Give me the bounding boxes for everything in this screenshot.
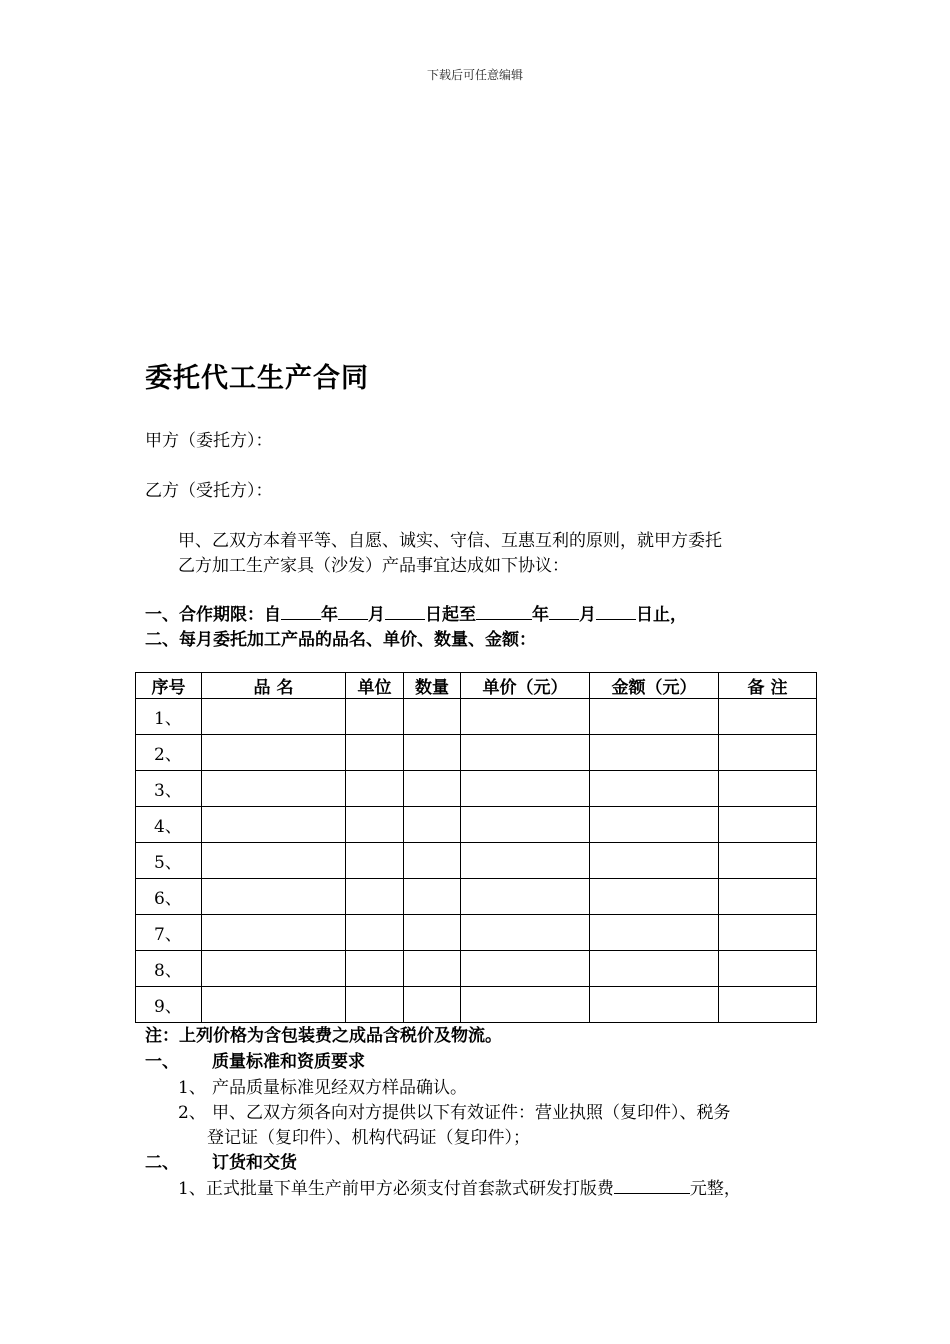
row-index: 3、 bbox=[136, 771, 202, 807]
cell-unit-price[interactable] bbox=[461, 951, 590, 987]
header-product-name: 品 名 bbox=[202, 673, 346, 699]
table-row bbox=[136, 735, 817, 771]
cell-product-name[interactable] bbox=[202, 771, 346, 807]
term-month-1: 月 bbox=[368, 605, 385, 625]
cell-unit[interactable] bbox=[346, 807, 404, 843]
cell-quantity[interactable] bbox=[404, 951, 461, 987]
cell-amount[interactable] bbox=[590, 843, 719, 879]
term-prefix: 一、合作期限：自 bbox=[145, 605, 281, 625]
cell-product-name[interactable] bbox=[202, 987, 346, 1023]
intro-line-1: 甲、乙双方本着平等、自愿、诚实、守信、互惠互利的原则，就甲方委托 bbox=[178, 531, 722, 551]
section-1-item-2-line-1: 甲、乙双方须各向对方提供以下有效证件：营业执照（复印件）、税务 bbox=[212, 1103, 731, 1123]
cell-unit[interactable] bbox=[346, 879, 404, 915]
blank-day-end[interactable] bbox=[596, 603, 636, 620]
cell-amount[interactable] bbox=[590, 951, 719, 987]
cell-remarks[interactable] bbox=[719, 843, 817, 879]
cell-quantity[interactable] bbox=[404, 987, 461, 1023]
cell-product-name[interactable] bbox=[202, 843, 346, 879]
blank-day-start[interactable] bbox=[385, 603, 425, 620]
row-index: 9、 bbox=[136, 987, 202, 1023]
row-index: 7、 bbox=[136, 915, 202, 951]
term-month-2: 月 bbox=[579, 605, 596, 625]
section-1-item-2-num: 2、 bbox=[178, 1103, 206, 1123]
cell-remarks[interactable] bbox=[719, 807, 817, 843]
cell-quantity[interactable] bbox=[404, 699, 461, 735]
intro-line-2: 乙方加工生产家具（沙发）产品事宜达成如下协议： bbox=[178, 556, 569, 576]
table-row bbox=[136, 951, 817, 987]
cell-unit-price[interactable] bbox=[461, 987, 590, 1023]
cell-unit-price[interactable] bbox=[461, 879, 590, 915]
cell-unit[interactable] bbox=[346, 951, 404, 987]
blank-month-start[interactable] bbox=[338, 603, 368, 620]
table-header-row bbox=[136, 673, 817, 699]
cell-unit-price[interactable] bbox=[461, 735, 590, 771]
cell-quantity[interactable] bbox=[404, 915, 461, 951]
cell-quantity[interactable] bbox=[404, 843, 461, 879]
cell-unit-price[interactable] bbox=[461, 771, 590, 807]
section-2-item-1-prefix: 1、正式批量下单生产前甲方必须支付首套款式研发打版费 bbox=[178, 1179, 614, 1199]
cell-remarks[interactable] bbox=[719, 735, 817, 771]
section-1-num: 一、 bbox=[145, 1052, 179, 1072]
header-amount: 金额（元） bbox=[590, 673, 719, 699]
table-row bbox=[136, 699, 817, 735]
row-index: 4、 bbox=[136, 807, 202, 843]
table-body bbox=[136, 699, 817, 1023]
cell-product-name[interactable] bbox=[202, 735, 346, 771]
cell-quantity[interactable] bbox=[404, 771, 461, 807]
header-unit: 单位 bbox=[346, 673, 404, 699]
cell-unit[interactable] bbox=[346, 843, 404, 879]
section-1-item-1: 产品质量标准见经双方样品确认。 bbox=[212, 1078, 467, 1098]
cell-product-name[interactable] bbox=[202, 699, 346, 735]
section-1-item-1-num: 1、 bbox=[178, 1078, 206, 1098]
cell-unit[interactable] bbox=[346, 771, 404, 807]
cell-quantity[interactable] bbox=[404, 735, 461, 771]
table-row bbox=[136, 915, 817, 951]
term-year-2: 年 bbox=[532, 605, 549, 625]
section-2-heading: 订货和交货 bbox=[212, 1153, 297, 1173]
product-table bbox=[135, 672, 817, 1023]
cell-quantity[interactable] bbox=[404, 879, 461, 915]
blank-year-start[interactable] bbox=[281, 603, 321, 620]
cell-unit-price[interactable] bbox=[461, 699, 590, 735]
header-note: 下载后可任意编辑 bbox=[426, 68, 523, 82]
table-row bbox=[136, 879, 817, 915]
cell-unit[interactable] bbox=[346, 735, 404, 771]
cooperation-term bbox=[145, 600, 687, 625]
price-note: 注：上列价格为含包装费之成品含税价及物流。 bbox=[145, 1026, 502, 1046]
header-quantity: 数量 bbox=[404, 673, 461, 699]
section-1-item-2-line-2: 登记证（复印件）、机构代码证（复印件）； bbox=[207, 1128, 530, 1148]
term-year-1: 年 bbox=[321, 605, 338, 625]
cell-remarks[interactable] bbox=[719, 879, 817, 915]
cell-remarks[interactable] bbox=[719, 771, 817, 807]
cell-amount[interactable] bbox=[590, 771, 719, 807]
cell-amount[interactable] bbox=[590, 807, 719, 843]
section-2-item-1 bbox=[178, 1174, 741, 1199]
cell-unit-price[interactable] bbox=[461, 915, 590, 951]
table-row bbox=[136, 843, 817, 879]
cell-remarks[interactable] bbox=[719, 951, 817, 987]
cell-unit[interactable] bbox=[346, 915, 404, 951]
table-row bbox=[136, 987, 817, 1023]
cell-product-name[interactable] bbox=[202, 879, 346, 915]
cell-amount[interactable] bbox=[590, 735, 719, 771]
section-2-num: 二、 bbox=[145, 1153, 179, 1173]
cell-remarks[interactable] bbox=[719, 987, 817, 1023]
party-b-line: 乙方（受托方）： bbox=[145, 481, 273, 501]
cell-product-name[interactable] bbox=[202, 951, 346, 987]
cell-amount[interactable] bbox=[590, 987, 719, 1023]
row-index: 6、 bbox=[136, 879, 202, 915]
table-row bbox=[136, 807, 817, 843]
row-index: 1、 bbox=[136, 699, 202, 735]
blank-fee-amount[interactable] bbox=[614, 1177, 690, 1194]
cell-amount[interactable] bbox=[590, 699, 719, 735]
header-unit-price: 单价（元） bbox=[461, 673, 590, 699]
cell-remarks[interactable] bbox=[719, 699, 817, 735]
cell-unit[interactable] bbox=[346, 987, 404, 1023]
table-row bbox=[136, 771, 817, 807]
cell-product-name[interactable] bbox=[202, 807, 346, 843]
cell-amount[interactable] bbox=[590, 915, 719, 951]
cell-remarks[interactable] bbox=[719, 915, 817, 951]
cell-quantity[interactable] bbox=[404, 807, 461, 843]
cell-unit[interactable] bbox=[346, 699, 404, 735]
section-2-item-1-suffix: 元整， bbox=[689, 1179, 741, 1199]
cell-product-name[interactable] bbox=[202, 915, 346, 951]
header-remarks: 备 注 bbox=[719, 673, 817, 699]
blank-year-end[interactable] bbox=[476, 603, 532, 620]
cell-unit-price[interactable] bbox=[461, 807, 590, 843]
term-day-1: 日起至 bbox=[425, 605, 476, 625]
header-index: 序号 bbox=[136, 673, 202, 699]
blank-month-end[interactable] bbox=[549, 603, 579, 620]
row-index: 5、 bbox=[136, 843, 202, 879]
term-day-2: 日止， bbox=[636, 605, 687, 625]
cell-unit-price[interactable] bbox=[461, 843, 590, 879]
section-1-heading: 质量标准和资质要求 bbox=[212, 1052, 365, 1072]
monthly-heading: 二、每月委托加工产品的品名、单价、数量、金额： bbox=[145, 630, 536, 650]
contract-title: 委托代工生产合同 bbox=[145, 363, 369, 394]
party-a-line: 甲方（委托方）： bbox=[145, 431, 273, 451]
row-index: 2、 bbox=[136, 735, 202, 771]
cell-amount[interactable] bbox=[590, 879, 719, 915]
row-index: 8、 bbox=[136, 951, 202, 987]
